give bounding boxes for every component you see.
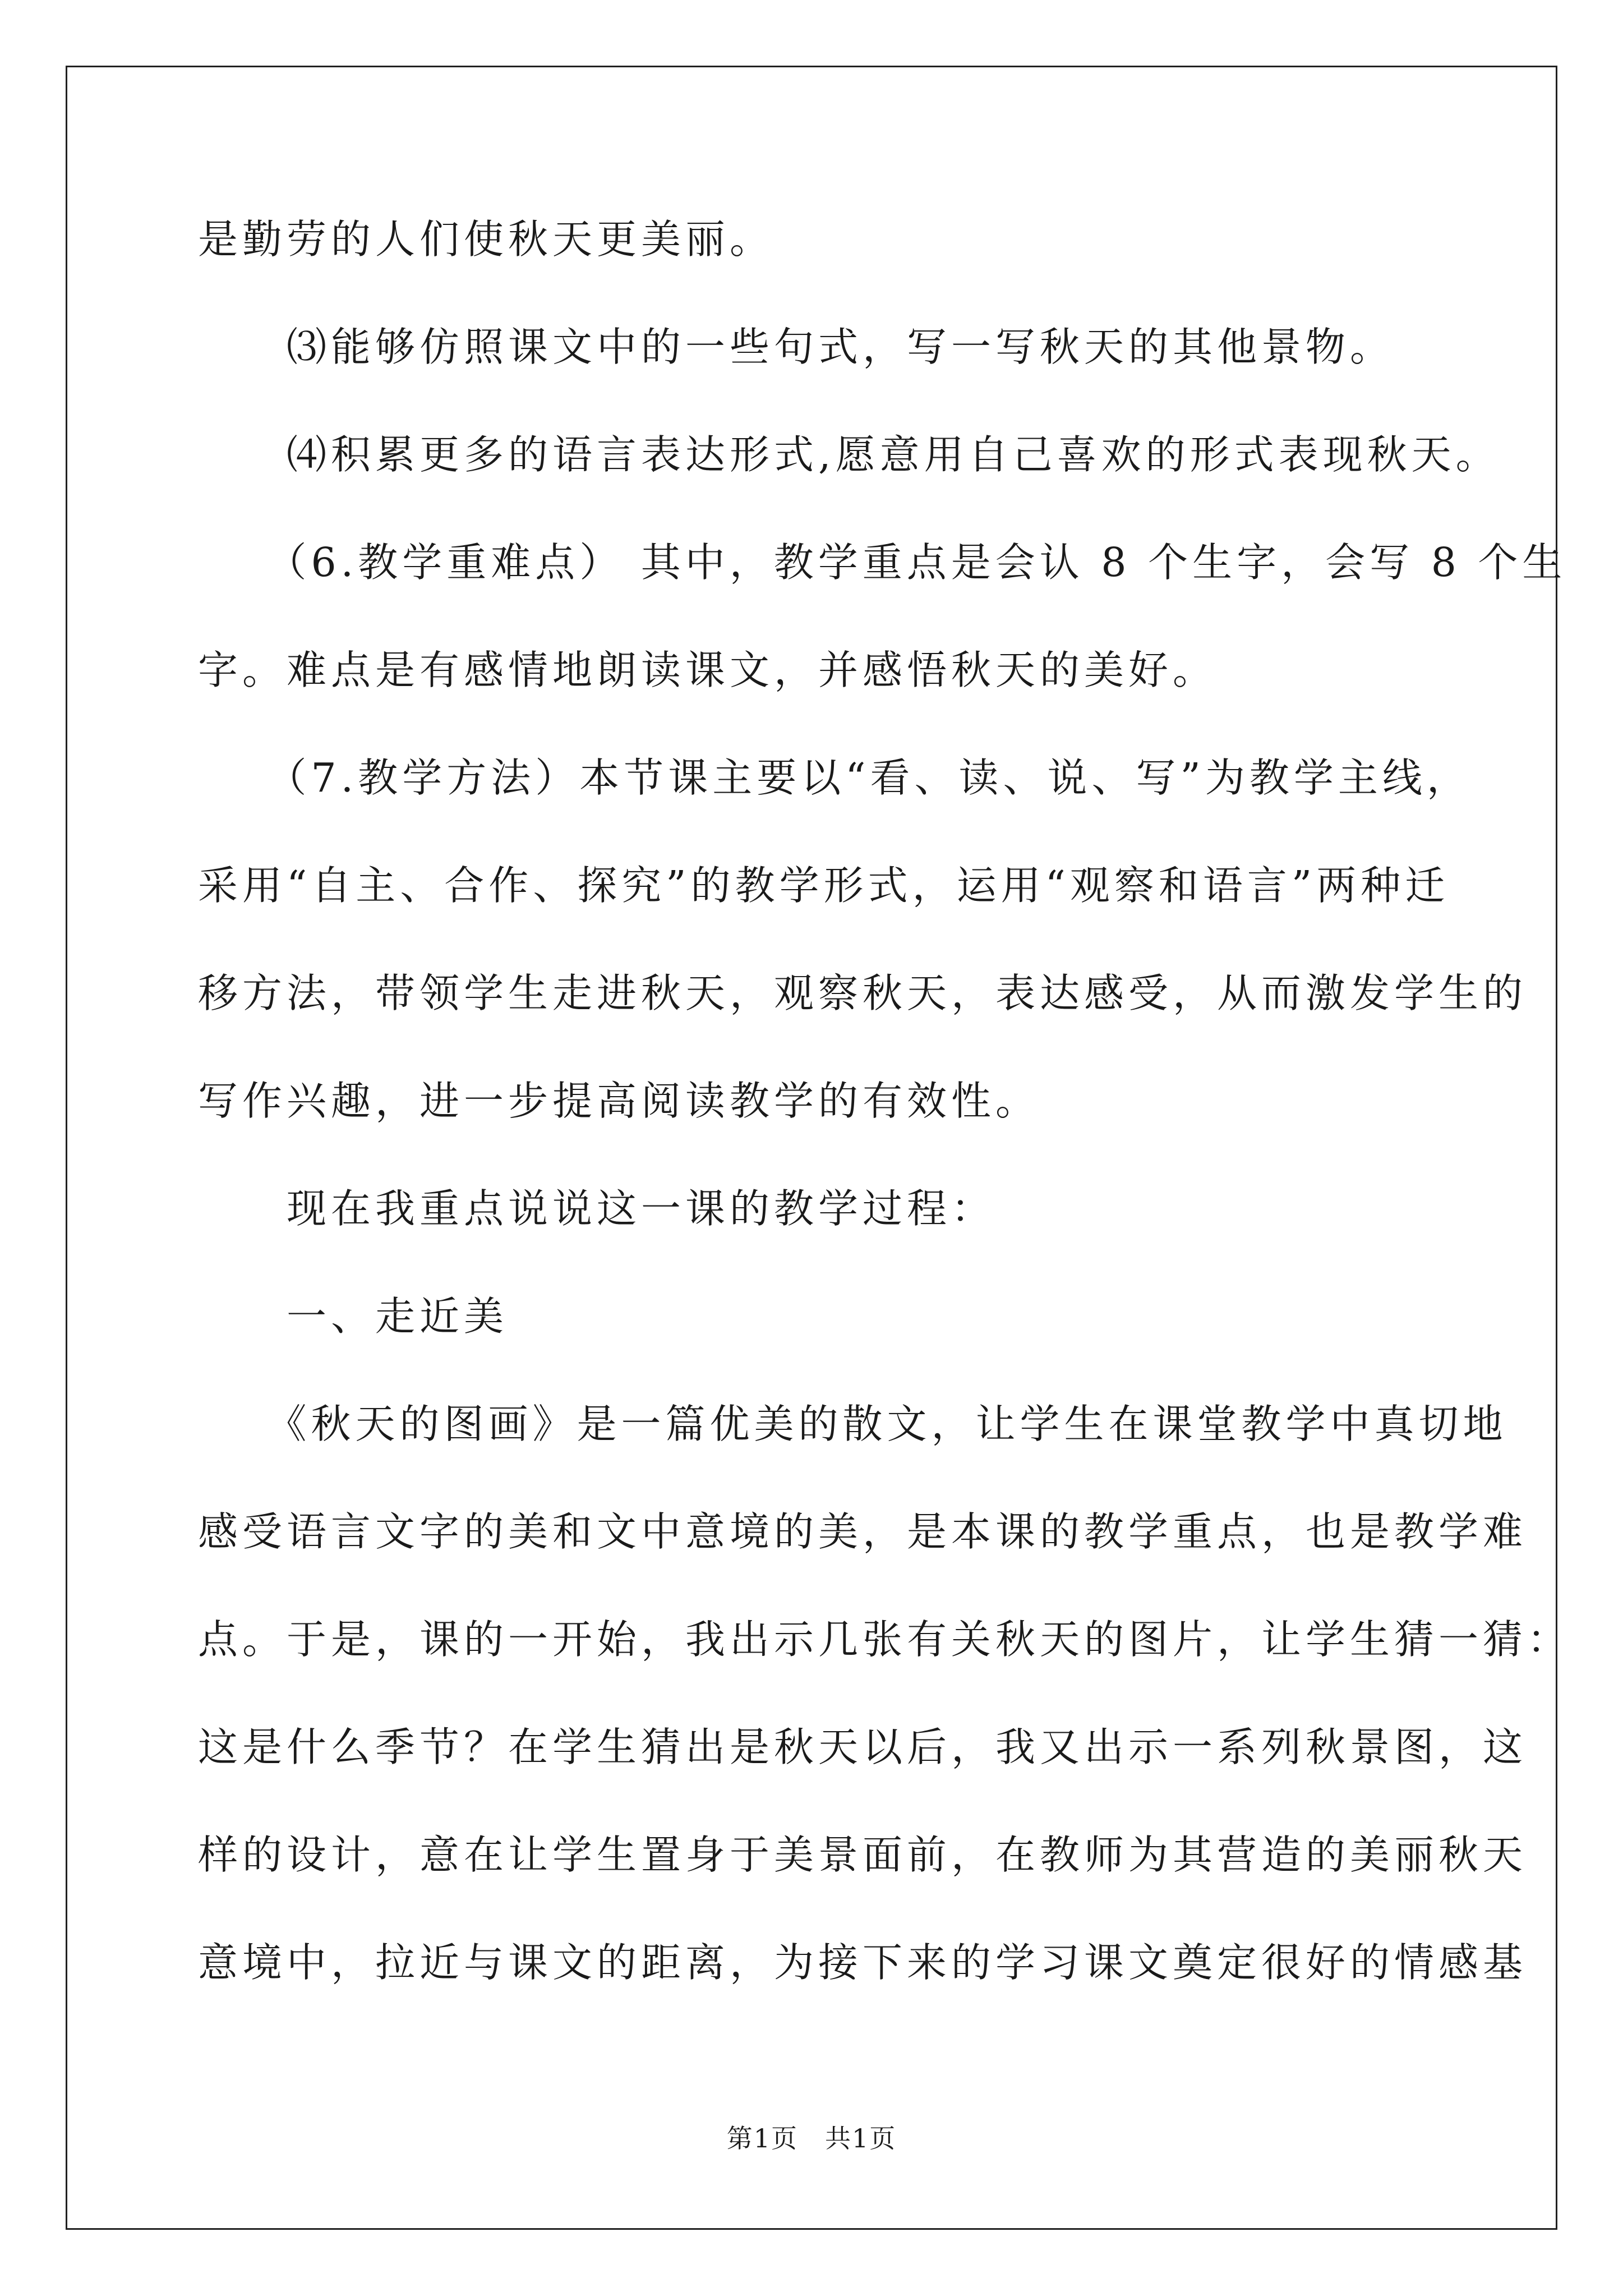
page-border bbox=[66, 66, 1557, 2230]
text-line: 移方法，带领学生走进秋天，观察秋天，表达感受，从而激发学生的 bbox=[198, 970, 1528, 1016]
text-line: 样的设计，意在让学生置身于美景面前，在教师为其营造的美丽秋天 bbox=[198, 1832, 1528, 1878]
text-line: （6.教学重难点） 其中，教学重点是会认 8 个生字，会写 8 个生 bbox=[198, 539, 1567, 586]
text-line: 字。难点是有感情地朗读课文，并感悟秋天的美好。 bbox=[198, 647, 1218, 693]
section-heading: 一、走近美 bbox=[198, 1293, 509, 1340]
page-footer: 第1页 共1页 bbox=[726, 2123, 897, 2154]
text-line: ⑷积累更多的语言表达形式,愿意用自己喜欢的形式表现秋天。 bbox=[198, 431, 1500, 478]
text-line: ⑶能够仿照课文中的一些句式，写一写秋天的其他景物。 bbox=[198, 324, 1395, 370]
text-line: 是勤劳的人们使秋天更美丽。 bbox=[198, 216, 774, 263]
text-line: 写作兴趣，进一步提高阅读教学的有效性。 bbox=[198, 1078, 1040, 1124]
text-line: 感受语言文字的美和文中意境的美，是本课的教学重点，也是教学难 bbox=[198, 1508, 1528, 1555]
text-line: 这是什么季节？在学生猜出是秋天以后，我又出示一系列秋景图，这 bbox=[198, 1724, 1528, 1770]
text-line: 现在我重点说说这一课的教学过程： bbox=[198, 1185, 996, 1232]
text-line: 采用“自主、合作、探究”的教学形式，运用“观察和语言”两种迁 bbox=[198, 862, 1450, 909]
text-line: （7.教学方法）本节课主要以“看、读、说、写”为教学主线， bbox=[198, 754, 1471, 801]
text-line: 《秋天的图画》是一篇优美的散文，让学生在课堂教学中真切地 bbox=[198, 1401, 1507, 1447]
text-line: 点。于是，课的一开始，我出示几张有关秋天的图片，让学生猜一猜： bbox=[198, 1616, 1572, 1663]
text-line: 意境中，拉近与课文的距离，为接下来的学习课文奠定很好的情感基 bbox=[198, 1939, 1528, 1986]
